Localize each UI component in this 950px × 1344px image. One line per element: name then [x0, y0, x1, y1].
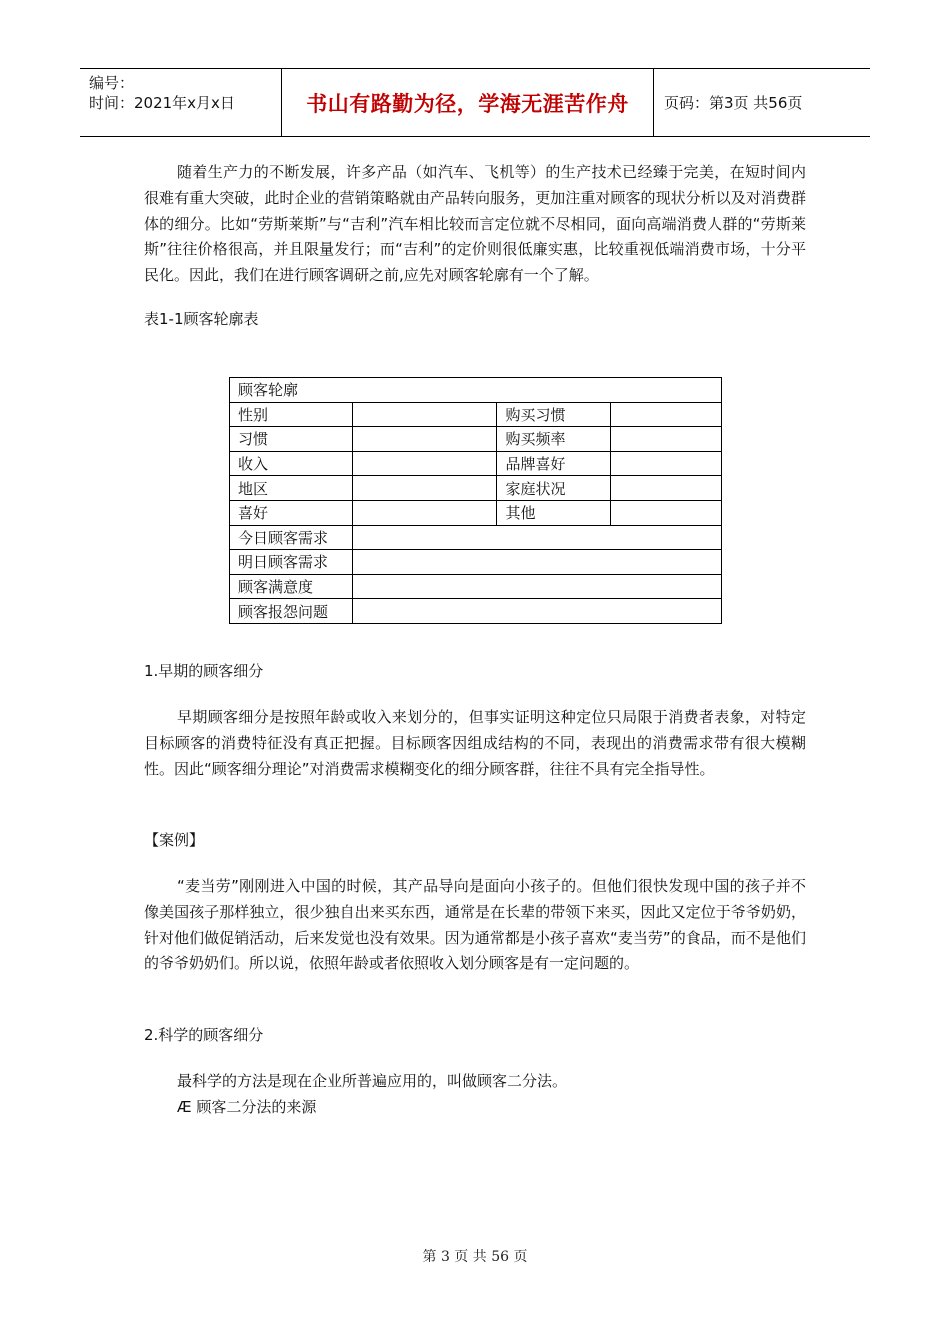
section-2-heading: 2.科学的顾客细分 [144, 1026, 264, 1044]
table-row [230, 378, 722, 403]
table-cell-blank [352, 599, 721, 624]
table-row [230, 574, 722, 599]
serial-number-label: 编号： [89, 74, 135, 92]
table-cell: 购买习惯 [497, 402, 611, 427]
page-footer: 第 3 页 共 56 页 [422, 1249, 528, 1265]
section-2-line: 最科学的方法是现在企业所普遍应用的，叫做顾客二分法。 [177, 1072, 568, 1090]
table-row [230, 599, 722, 624]
page-header [80, 68, 870, 137]
table-caption: 表1-1顾客轮廓表 [144, 309, 259, 328]
header-meta [80, 69, 282, 136]
case-body [144, 874, 806, 977]
intro-section [144, 160, 806, 330]
table-cell-blank [611, 476, 722, 501]
case-paragraph: “麦当劳”刚刚进入中国的时候，其产品导向是面向小孩子的。但他们很快发现中国的孩子并不像美国孩子那样独立，很少独自出来买东西，通常是在长辈的带领下来买，因此又定位于爷爷奶奶，针对他们做促销活动，后来发觉也没有效果。因为通常都是小孩子喜欢“麦当劳”的食品，而不是他们的爷爷奶奶们。所以说，依照年龄或者依照收入划分顾客是有一定问题的。 [144, 877, 806, 973]
table-cell: 收入 [230, 451, 353, 476]
table-row [230, 500, 722, 525]
table-cell: 家庭状况 [497, 476, 611, 501]
section-1-paragraph: 早期顾客细分是按照年龄或收入来划分的，但事实证明这种定位只局限于消费者表象，对特定目标顾客的消费特征没有真正把握。目标顾客因组成结构的不同，表现出的消费需求带有很大模糊性。因此“顾客细分理论”对消费需求模糊变化的细分顾客群，往往不具有完全指导性。 [144, 708, 806, 778]
table-cell: 习惯 [230, 427, 353, 452]
table-cell: 其他 [497, 500, 611, 525]
section-1-heading: 1.早期的顾客细分 [144, 662, 264, 680]
table-row [230, 525, 722, 550]
case-label: 【案例】 [144, 831, 205, 849]
table-cell: 品牌喜好 [497, 451, 611, 476]
table-cell-blank [352, 500, 497, 525]
header-page-info: 页码：第3页 共56页 [664, 94, 803, 112]
table-cell-blank [611, 402, 722, 427]
table-row [230, 402, 722, 427]
customer-profile-table [229, 377, 722, 624]
table-cell-blank [611, 427, 722, 452]
table-cell: 购买频率 [497, 427, 611, 452]
table-cell-blank [352, 402, 497, 427]
header-motto: 书山有路勤为径，学海无涯苦作舟 [282, 69, 654, 136]
table-cell-blank [352, 451, 497, 476]
table-cell: 顾客报怨问题 [230, 599, 353, 624]
table-cell: 今日顾客需求 [230, 525, 353, 550]
table-cell: 喜好 [230, 500, 353, 525]
table-cell-blank [611, 500, 722, 525]
table-cell-blank [352, 476, 497, 501]
intro-paragraph: 随着生产力的不断发展，许多产品（如汽车、飞机等）的生产技术已经臻于完美，在短时间内很难有重大突破，此时企业的营销策略就由产品转向服务，更加注重对顾客的现状分析以及对消费群体的细分。比如“劳斯莱斯”与“吉利”汽车相比较而言定位就不尽相同，面向高端消费人群的“劳斯莱斯”往往价格很高，并且限量发行；而“吉利”的定价则很低廉实惠，比较重视低端消费市场，十分平民化。因此，我们在进行顾客调研之前,应先对顾客轮廓有一个了解。 [144, 163, 806, 285]
section-1-body [144, 705, 806, 782]
table-row [230, 550, 722, 575]
table-row [230, 476, 722, 501]
table-cell-blank [352, 574, 721, 599]
table-cell-blank [352, 550, 721, 575]
table-row [230, 451, 722, 476]
table-cell-blank [352, 427, 497, 452]
date-line: 时间：2021年x月x日 [89, 94, 235, 112]
table-cell: 性别 [230, 402, 353, 427]
table-row [230, 427, 722, 452]
table-cell-blank [352, 525, 721, 550]
table-cell-blank [611, 451, 722, 476]
table-cell: 明日顾客需求 [230, 550, 353, 575]
table-cell: 顾客满意度 [230, 574, 353, 599]
table-title-cell: 顾客轮廓 [230, 378, 722, 403]
table-cell: 地区 [230, 476, 353, 501]
section-2-subheading: Æ 顾客二分法的来源 [177, 1098, 317, 1116]
